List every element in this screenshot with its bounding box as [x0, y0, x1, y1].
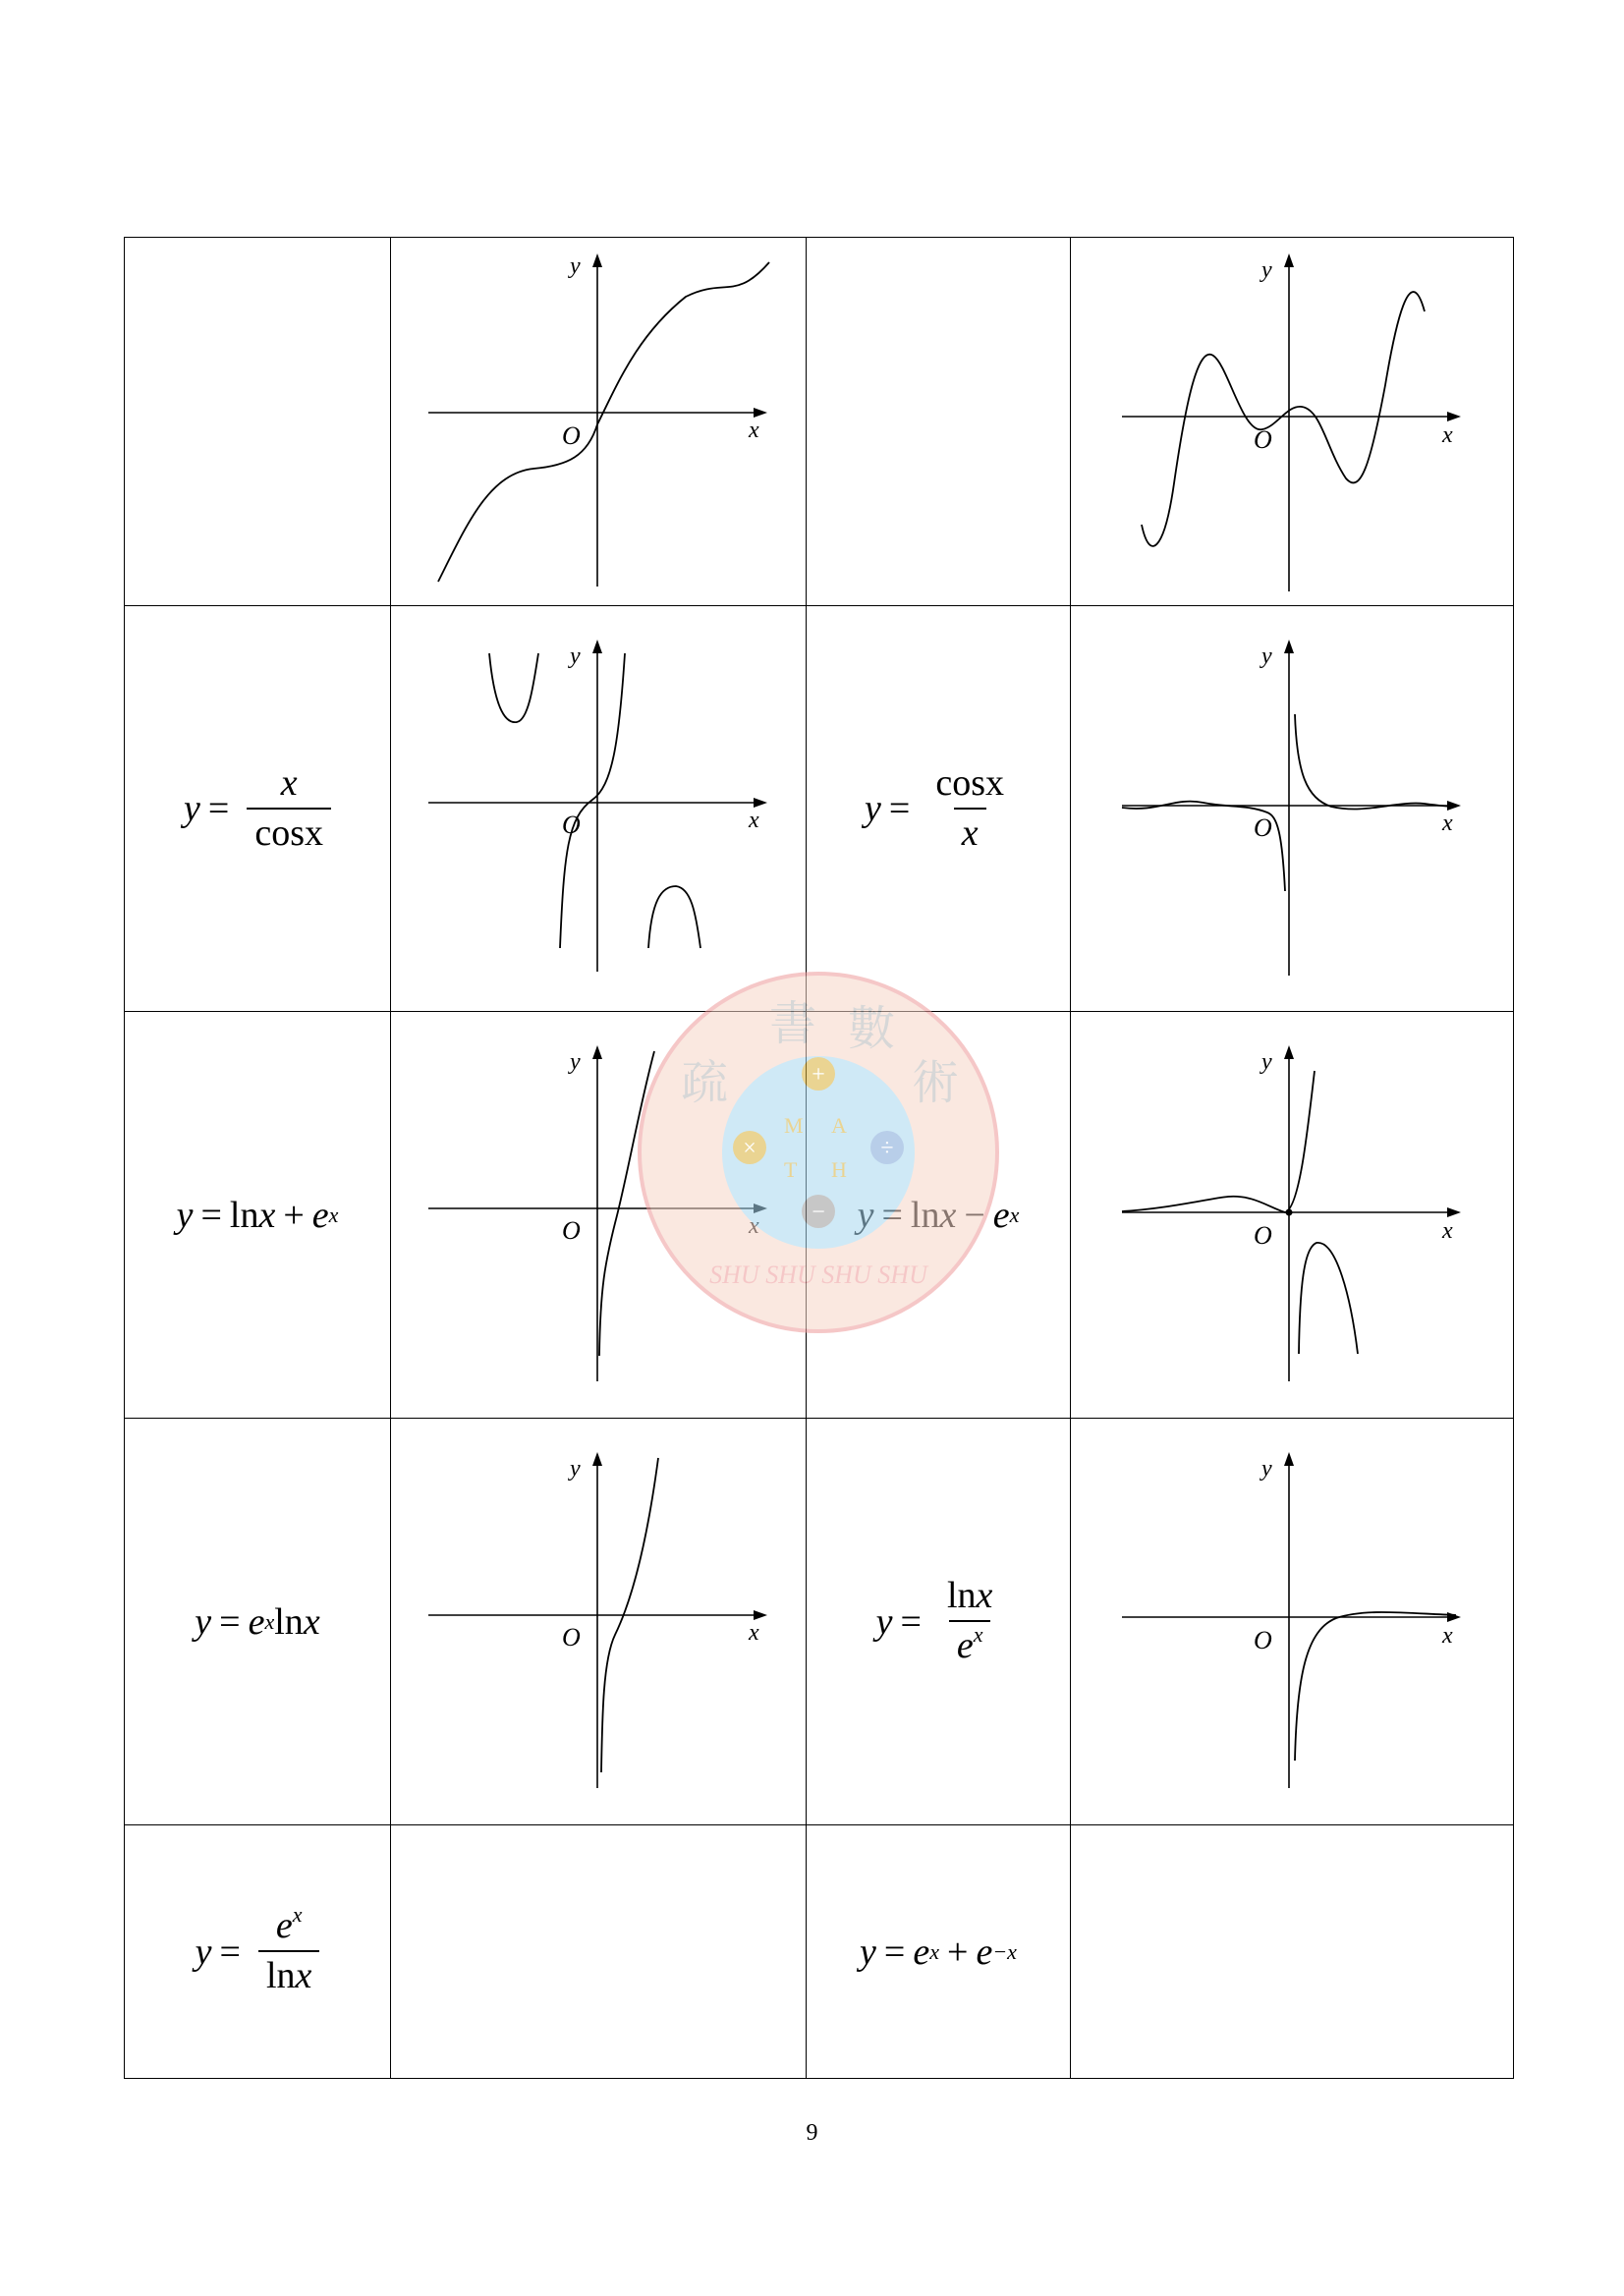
watermark-letter: A [831, 1113, 847, 1138]
origin-label: O [1254, 1221, 1272, 1250]
origin-label: O [1254, 425, 1272, 454]
formula-lnx-minus-ex: e x [992, 1194, 1020, 1236]
graph-lnx-over-ex [1071, 1419, 1514, 1825]
x-label: x [1442, 1623, 1453, 1649]
watermark-logo [637, 971, 1000, 1334]
origin-label: O [562, 421, 581, 450]
x-label: x [749, 418, 759, 443]
curve-upper-left [489, 653, 538, 722]
y-label: y [1261, 1456, 1272, 1482]
y-arrow [592, 640, 602, 653]
svg-text:×: × [743, 1136, 756, 1161]
curve-lower-right [648, 886, 700, 948]
curve [438, 262, 769, 582]
formula-cell [125, 606, 391, 1012]
x-arrow [754, 798, 767, 808]
formula-cell [125, 1012, 391, 1419]
origin-label: O [1254, 1626, 1272, 1654]
curve-center [560, 653, 625, 948]
watermark-letter: H [831, 1157, 847, 1182]
y-label: y [570, 644, 581, 669]
origin-label: O [562, 1623, 581, 1652]
graph-x-over-cosx [391, 606, 807, 1012]
y-arrow [1284, 1045, 1294, 1059]
y-arrow [1284, 1452, 1294, 1466]
origin-point [1286, 1209, 1293, 1216]
watermark-ring-text: SHU SHU SHU SHU [709, 1260, 927, 1289]
y-arrow [592, 1452, 602, 1466]
empty-formula-cell [125, 238, 391, 606]
y-arrow [1284, 253, 1294, 267]
y-label: y [1261, 644, 1272, 669]
formula-lnx-plus-ex: y = lnx + e x [176, 1194, 339, 1236]
graph-cell [1071, 1012, 1514, 1419]
watermark-char: 術 [912, 1057, 960, 1109]
graph-cell [1071, 238, 1514, 606]
graph-cubic-like [391, 238, 807, 606]
y-label: y [1261, 257, 1272, 283]
watermark-letter: M [784, 1113, 804, 1138]
y-label: y [570, 1049, 581, 1075]
curve [1142, 292, 1425, 546]
graph-oscillating [1071, 238, 1514, 606]
origin-label: O [562, 811, 581, 839]
formula-ex-plus-e-neg-x: y = e x + e −x [860, 1931, 1017, 1973]
y-label: y [1261, 1049, 1272, 1075]
curve-upper [1122, 1071, 1315, 1212]
watermark-letter: T [784, 1157, 798, 1182]
graph-cosx-over-x [1071, 606, 1514, 1012]
y-label: y [570, 253, 581, 279]
graph-ex-lnx [391, 1419, 807, 1825]
svg-text:+: + [812, 1062, 825, 1088]
svg-text:÷: ÷ [880, 1136, 894, 1161]
origin-label: O [562, 1216, 581, 1245]
formula-cell [807, 606, 1071, 1012]
graph-cell [391, 606, 807, 1012]
formula-x-over-cosx: y = $\frac{x}{\cos x}$ [184, 763, 331, 855]
x-arrow [754, 1610, 767, 1620]
x-label: x [749, 808, 759, 833]
x-label: x [1442, 422, 1453, 448]
curve-right [1295, 714, 1456, 810]
formula-ex-lnx: y = e x lnx [195, 1600, 320, 1643]
x-label: x [749, 1620, 759, 1646]
y-arrow [592, 253, 602, 267]
graph-cell [1071, 1419, 1514, 1825]
formula-cell [125, 1825, 391, 2079]
y-label: y [570, 1456, 581, 1482]
empty-graph-cell [1071, 1825, 1514, 2079]
graph-cell [391, 1419, 807, 1825]
x-label: x [1442, 811, 1453, 836]
curve [1295, 1612, 1456, 1761]
watermark-char: 疏 [681, 1057, 729, 1109]
graph-cell [391, 238, 807, 606]
watermark-char: 書 [769, 998, 817, 1050]
x-arrow [754, 408, 767, 418]
y-arrow [592, 1045, 602, 1059]
y-arrow [1284, 640, 1294, 653]
formula-cell [807, 1825, 1071, 2079]
x-label: x [1442, 1218, 1453, 1244]
graph-cell [1071, 606, 1514, 1012]
origin-label: O [1254, 813, 1272, 842]
empty-graph-cell [391, 1825, 807, 2079]
curve-lower [1299, 1243, 1358, 1354]
formula-cell [807, 1419, 1071, 1825]
formula-lnx-over-ex: y = $\frac{\ln x}{e^x}$ [875, 1575, 993, 1666]
graph-lnx-minus-ex [1071, 1012, 1514, 1419]
formula-ex-over-lnx: y = $\frac{e^x}{\ln x}$ [196, 1906, 320, 1997]
x-arrow [1447, 1612, 1461, 1622]
page-number: 9 [806, 2120, 818, 2146]
watermark-char: 數 [848, 1003, 896, 1055]
empty-formula-cell [807, 238, 1071, 606]
svg-text:−: − [812, 1200, 825, 1225]
x-arrow [1447, 412, 1461, 421]
formula-cosx-over-x: y = $\frac{\cos x}{x}$ [865, 761, 1004, 854]
x-arrow [1447, 1207, 1461, 1217]
formula-cell [125, 1419, 391, 1825]
